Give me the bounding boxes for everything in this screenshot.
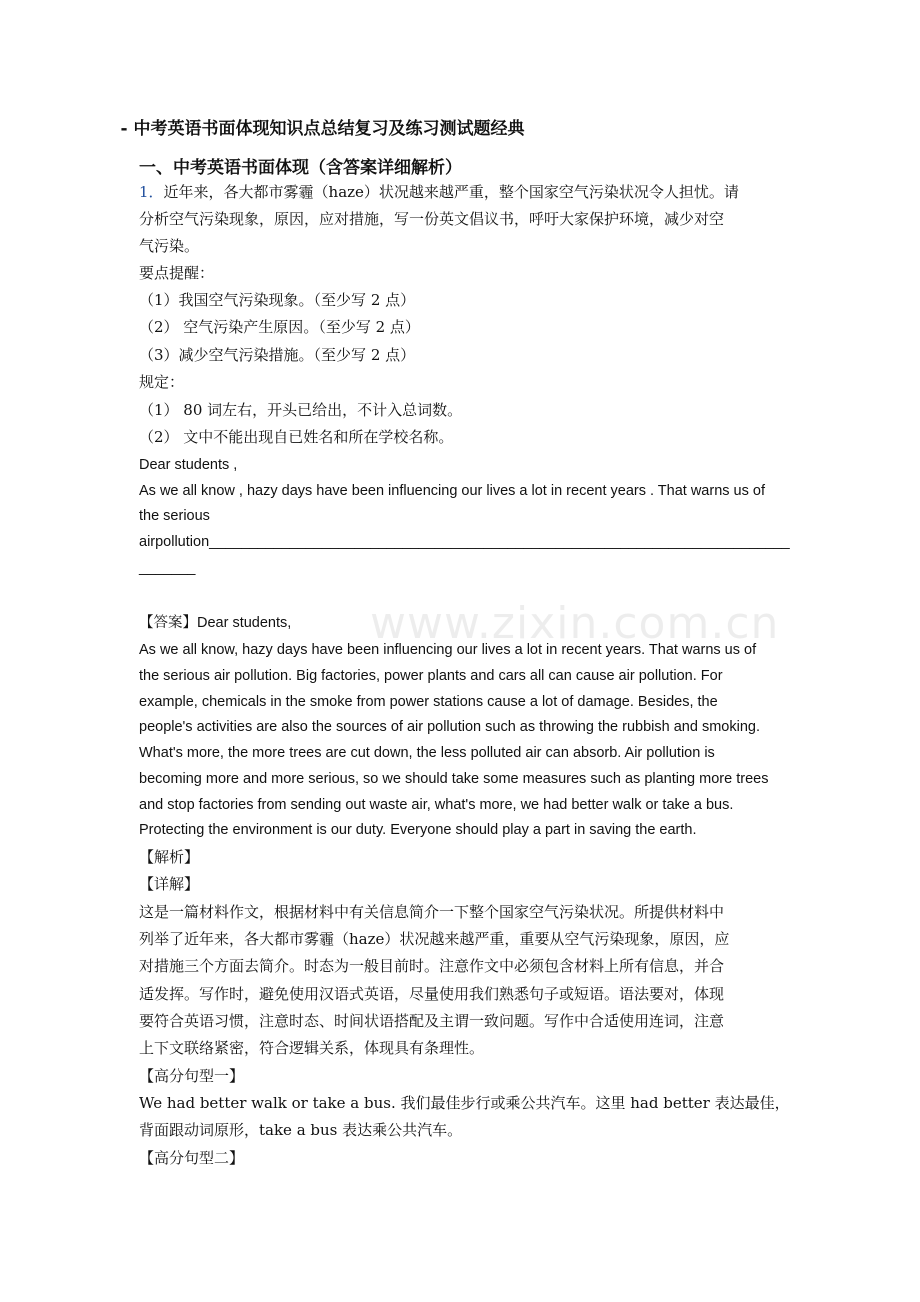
analysis-line: 要符合英语习惯，注意时态、时间状语搭配及主谓一致问题。写作中合适使用连词，注意 xyxy=(139,1012,725,1030)
points-label: 要点提醒： xyxy=(139,264,215,282)
answer-line: What's more, the more trees are cut down, the less polluted air can absorb. Air pollution is xyxy=(139,745,715,761)
watermark: www.zixin.com.cn xyxy=(370,598,780,649)
essay-start-line: As we all know , hazy days have been influencing our lives a lot in recent years . That warns us of xyxy=(139,483,765,499)
answer-line: Protecting the environment is our duty. Everyone should play a part in saving the earth. xyxy=(139,822,697,838)
essay-start-line: the serious xyxy=(139,508,210,524)
document-title: - 中考英语书面体现知识点总结复习及练习测试题经典 xyxy=(120,119,525,139)
essay-start-line: airpollution________________________________________________________________________ xyxy=(139,534,790,550)
essay-start-line: Dear students , xyxy=(139,457,238,473)
answer-line: the serious air pollution. Big factories, power plants and cars all can cause air pollution. For xyxy=(139,668,723,684)
pattern-label: 【高分句型二】 xyxy=(139,1149,245,1167)
question-prompt-line: 分析空气污染现象，原因，应对措施，写一份英文倡议书，呼吁大家保护环境，减少对空 xyxy=(139,210,725,228)
section-heading: 一、中考英语书面体现（含答案详细解析） xyxy=(139,158,462,178)
question-prompt-line: 气污染。 xyxy=(139,237,200,255)
answer-line: As we all know, hazy days have been influencing our lives a lot in recent years. That warns us of xyxy=(139,642,757,658)
analysis-line: 列举了近年来，各大都市雾霾（haze）状况越来越严重，重要从空气污染现象，原因，应 xyxy=(139,930,730,948)
answer-line: and stop factories from sending out waste air, what's more, we had better walk or take a bus. xyxy=(139,797,734,813)
essay-start-line: _______ xyxy=(139,560,196,576)
analysis-line: 适发挥。写作时，避免使用汉语式英语，尽量使用我们熟悉句子或短语。语法要对，体现 xyxy=(139,985,725,1003)
rule-item: （1） 80 词左右，开头已给出，不计入总词数。 xyxy=(139,401,463,419)
point-item: （3）减少空气污染措施。（至少写 2 点） xyxy=(139,346,416,364)
pattern-label: 【高分句型一】 xyxy=(139,1067,245,1085)
question-number: 1． xyxy=(139,183,164,201)
question-prompt-text: 近年来，各大都市雾霾（haze）状况越来越严重，整个国家空气污染状况令人担忧。请 xyxy=(163,183,739,201)
question-prompt-line xyxy=(139,182,739,202)
rules-label: 规定： xyxy=(139,373,185,391)
answer-line: becoming more and more serious, so we should take some measures such as planting more trees xyxy=(139,771,769,787)
point-item: （1）我国空气污染现象。（至少写 2 点） xyxy=(139,291,416,309)
answer-line: 【答案】Dear students, xyxy=(139,615,292,631)
pattern-line: 背面跟动词原形，take a bus 表达乘公共汽车。 xyxy=(139,1121,463,1139)
rule-item: （2） 文中不能出现自已姓名和所在学校名称。 xyxy=(139,428,454,446)
answer-line: example, chemicals in the smoke from power stations cause a lot of damage. Besides, the xyxy=(139,694,718,710)
analysis-line: 这是一篇材料作文，根据材料中有关信息简介一下整个国家空气污染状况。所提供材料中 xyxy=(139,903,725,921)
analysis-label: 【解析】 xyxy=(139,848,200,866)
detail-label: 【详解】 xyxy=(139,875,200,893)
pattern-line: We had better walk or take a bus. 我们最佳步行或乘公共汽车。这里 had better 表达最佳， xyxy=(139,1094,790,1112)
point-item: （2） 空气污染产生原因。（至少写 2 点） xyxy=(139,318,420,336)
answer-line: people's activities are also the sources of air pollution such as throwing the rubbish and smoking. xyxy=(139,719,760,735)
analysis-line: 上下文联络紧密，符合逻辑关系，体现具有条理性。 xyxy=(139,1039,485,1057)
analysis-line: 对措施三个方面去简介。时态为一般目前时。注意作文中必须包含材料上所有信息，并合 xyxy=(139,957,725,975)
